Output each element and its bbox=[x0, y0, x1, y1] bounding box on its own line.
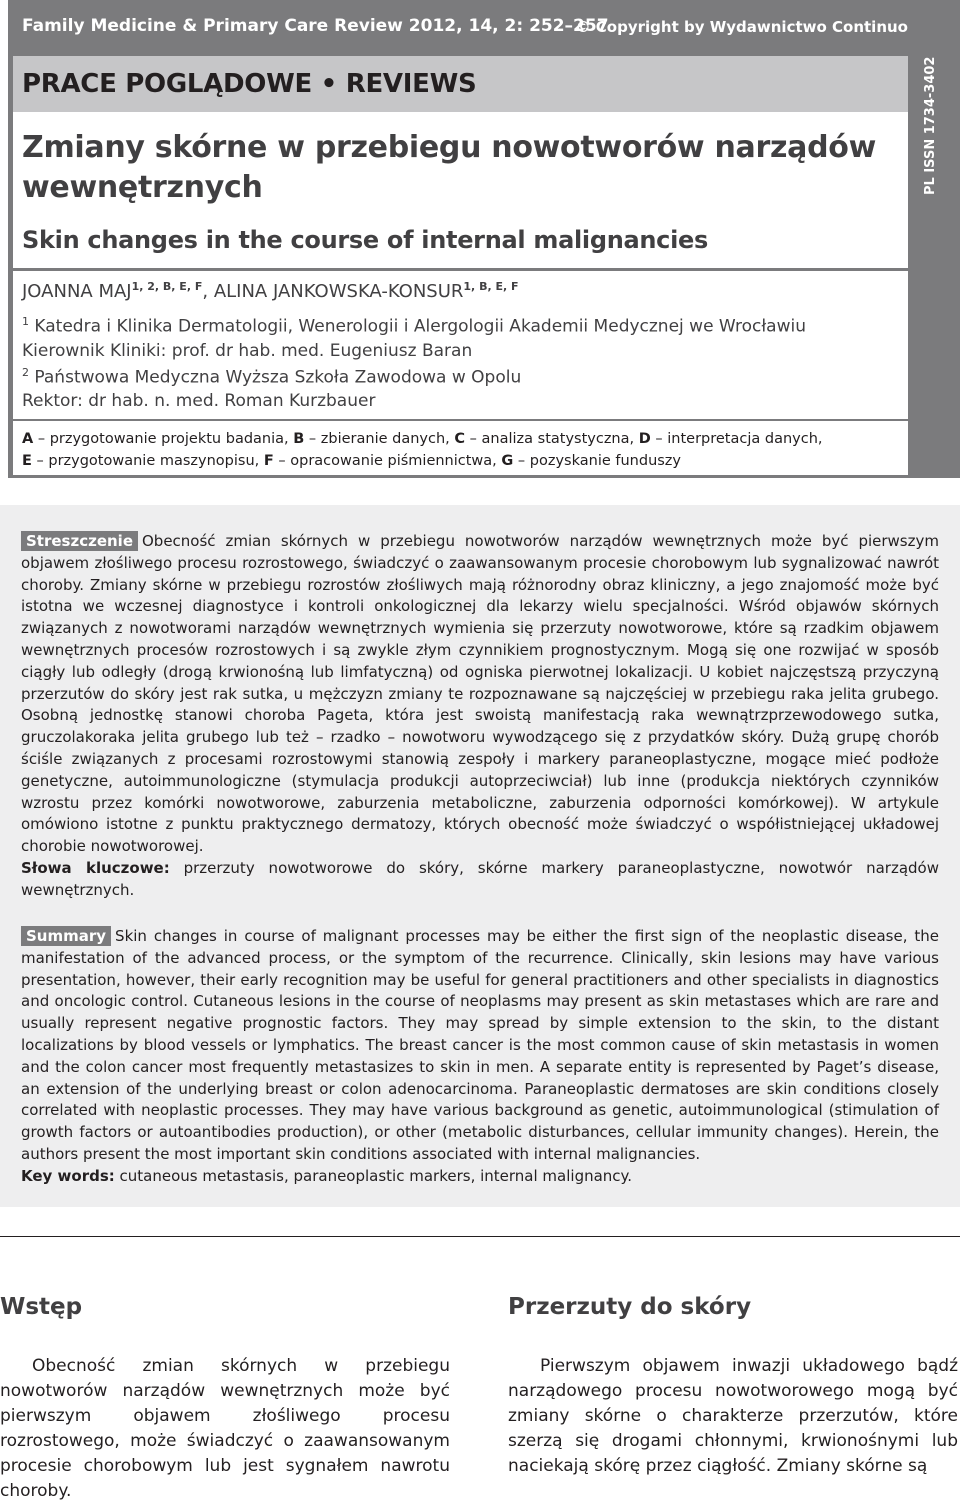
contribution-letter: A bbox=[22, 431, 34, 447]
contribution-letter: C bbox=[454, 431, 466, 447]
issn-vertical-label bbox=[923, 155, 943, 195]
keywords-label-pl: Słowa kluczowe: bbox=[21, 858, 170, 877]
abstract-body-en: Skin changes in course of malignant processes may be either the first sign of the neoplastic disease, the manifestation of the advanced process, or the symptom of the recurrence. Clinically, skin lesions may have various presentation, however, their early recognition may be useful for general practitioners and other specialists in diagnostics and oncologic control. Cutaneous lesions in the course of neoplasms may present as skin metastases which are rare and usually represent negative prognostic factors. They may spread by simple extension to the skin, to the distant localizations by blood vessels or lymphatics. The breast cancer is the most common cause of skin metastasis in women and the colon cancer most frequently metastasizes to skin in men. A separate entity is represented by Paget’s disease, an extension of the underlying breast or colon adenocarcinoma. Paraneoplastic dermatoses are skin conditions closely correlated with neoplastic processes. They may have various background as genetic, autoimmunological (stimulation of growth factors or autoantibodies production), or other (metabolic disturbances, cellular immunity changes). Herein, the authors present the most important skin conditions associated with internal malignancies. bbox=[21, 927, 939, 1163]
contribution-text: – interpretacja danych, bbox=[650, 431, 823, 447]
author-name: JOANNA MAJ bbox=[22, 281, 132, 302]
contribution-text: – pozyskanie funduszy bbox=[513, 453, 682, 469]
section-divider bbox=[0, 1236, 960, 1237]
contribution-text: – zbieranie danych, bbox=[304, 431, 455, 447]
abstract-en bbox=[21, 926, 939, 1188]
contribution-legend bbox=[22, 428, 902, 472]
section-label: PRACE POGLĄDOWE • REVIEWS bbox=[22, 69, 477, 99]
contribution-letter: D bbox=[638, 431, 651, 447]
affiliation-line bbox=[22, 391, 375, 411]
contribution-letter: F bbox=[263, 453, 274, 469]
heading-introduction: Wstęp bbox=[0, 1294, 83, 1320]
abstract-body-pl: Obecność zmian skórnych w przebiegu nowotworów narządów wewnętrznych może być pierwszym objawem złośliwego procesu rozrostowego, świadczyć o zaawansowanym procesie chorobowym lub sygnalizować nawrót choroby. Zmiany skórne w przebiegu rozrostów złośliwych mają różnorodny obraz kliniczny, a jego znajomość może być istotna we wczesnej diagnostyce i kontroli onkologicznej dla lekarzy wielu specjalności. Wśród objawów skórnych związanych z nowotworami narządów wewnętrznych wymienia się przerzuty nowotworowe, które są rzadkim objawem wewnętrznych procesów rozrostowych i są zwykle złym czynnikiem prognostycznym. Mogą się one rozwijać w sposób ciągły lub odległy (drogą krwionośną lub limfatyczną) od ogniska pierwotnej lokalizacji. U kobiet najczęstszą przyczyną przerzutów do skóry jest rak sutka, u mężczyzn zmiany te rozpoznawane są najczęściej w przebiegu raka jelita grubego. Osobną jednostkę stanowi choroba Pageta, która jest swoistą manifestacją raka wewnątrzprzewodowego sutka, gruczolakoraka jelita grubego lub też – rzadko – nowotworu wywodzącego się z przydatków skóry. Dużą grupę chorób ściśle związanych z procesami rozrostowymi stanowią zespoły i markery paraneoplastyczne, mogące mieć podłoże genetyczne, autoimmunologiczne (stymulacja produkcji autoprzeciwciał) lub inne (produkcja niektórych czynników wzrostu przez komórki nowotworowe, zaburzenia metaboliczne, zaburzenia odporności komórkowej). W artykule omówiono istotne z punktu praktycznego dermatozy, których obecność może świadczyć o współistniejącej układowej chorobie nowotworowej. bbox=[21, 532, 939, 856]
author-name: ALINA JANKOWSKA-KONSUR bbox=[213, 281, 464, 302]
keywords-en: cutaneous metastasis, paraneoplastic markers, internal malignancy. bbox=[114, 1166, 633, 1185]
contribution-letter: E bbox=[22, 453, 32, 469]
journal-citation: Family Medicine & Primary Care Review 2012, 14, 2: 252–257 bbox=[22, 16, 609, 36]
contribution-letter: G bbox=[501, 453, 514, 469]
affiliation-line bbox=[22, 366, 521, 388]
article-title-en: Skin changes in the course of internal malignancies bbox=[22, 226, 708, 254]
keywords-label-en: Key words: bbox=[21, 1166, 115, 1185]
contribution-letter: B bbox=[293, 431, 305, 447]
affiliation-text: Państwowa Medyczna Wyższa Szkoła Zawodowa w Opolu bbox=[29, 367, 522, 388]
affiliation-text: Rektor: dr hab. n. med. Roman Kurzbauer bbox=[22, 391, 376, 411]
skin-metastases-text: Pierwszym objawem inwazji układowego bądź narządowego procesu nowotworowego mogą być zmiany skórne o charakterze przerzutów, które szerzą się drogami chłonnymi, krwionośnymi lub naciekają skórę przez ciągłość. Zmiany skórne są bbox=[508, 1356, 958, 1476]
author-separator: , bbox=[202, 281, 214, 302]
contribution-text: – przygotowanie maszynopisu, bbox=[31, 453, 264, 469]
affiliation-number: 1 bbox=[22, 315, 29, 328]
contribution-text: – analiza statystyczna, bbox=[465, 431, 639, 447]
abstract-pl bbox=[21, 531, 939, 902]
contribution-text: – opracowanie piśmiennictwa, bbox=[273, 453, 502, 469]
abstract-label-pl: Streszczenie bbox=[21, 531, 138, 551]
affiliation-number: 2 bbox=[22, 366, 29, 379]
author-list bbox=[22, 280, 519, 302]
affiliation-line bbox=[22, 315, 806, 337]
keywords-pl: przerzuty nowotworowe do skóry, skórne markery paraneoplastyczne, nowotwór narządów wewnętrznych. bbox=[21, 858, 939, 899]
author-superscript: 1, 2, B, E, F bbox=[131, 280, 203, 293]
affiliation-text: Kierownik Kliniki: prof. dr hab. med. Eugeniusz Baran bbox=[22, 341, 473, 361]
abstract-label-en: Summary bbox=[21, 926, 111, 946]
heading-skin-metastases: Przerzuty do skóry bbox=[508, 1294, 752, 1320]
article-title-pl: Zmiany skórne w przebiegu nowotworów narządów wewnętrznych bbox=[22, 130, 876, 205]
author-superscript: 1, B, E, F bbox=[463, 280, 519, 293]
affiliation-line bbox=[22, 341, 472, 361]
introduction-text: Obecność zmian skórnych w przebiegu nowotworów narządów wewnętrznych może być pierwszym objawem złośliwego procesu rozrostowego, może świadczyć o zaawansowanym procesie chorobowym lub jest sygnałem nawrotu choroby. bbox=[0, 1356, 450, 1501]
contribution-text: – przygotowanie projektu badania, bbox=[33, 431, 294, 447]
copyright-notice: © Copyright by Wydawnictwo Continuo bbox=[575, 18, 908, 36]
affiliation-text: Katedra i Klinika Dermatologii, Wenerologii i Alergologii Akademii Medycznej we Wrocławiu bbox=[29, 316, 806, 337]
